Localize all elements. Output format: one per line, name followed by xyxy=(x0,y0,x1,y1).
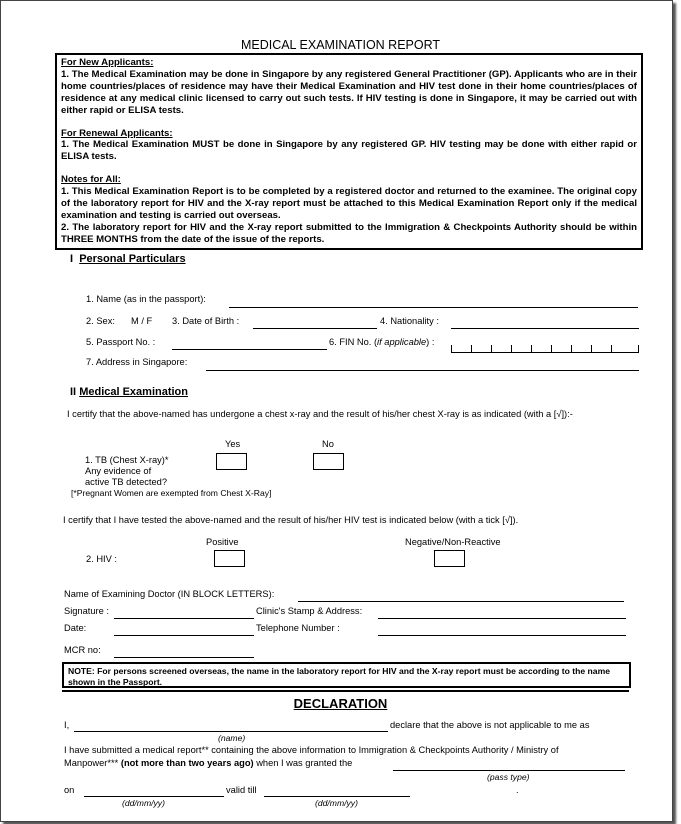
nationality-label: 4. Nationality : xyxy=(380,316,439,326)
no-label: No xyxy=(322,439,334,449)
page-title: MEDICAL EXAMINATION REPORT xyxy=(240,38,441,52)
clinic-stamp-field[interactable] xyxy=(378,618,626,619)
pass-type-hint: (pass type) xyxy=(487,772,530,782)
renewal-applicants-text: 1. The Medical Examination MUST be done in Singapore by any registered GP. HIV testing may be done with either rapid or ELISA tests. xyxy=(61,139,637,163)
fin-prefix: 6. FIN No. ( xyxy=(329,337,378,347)
address-label: 7. Address in Singapore: xyxy=(86,357,188,367)
fin-italic: if applicable xyxy=(377,337,427,347)
fin-field[interactable] xyxy=(451,341,639,353)
new-applicants-text: 1. The Medical Examination may be done in Singapore by any registered General Practitioner (GP). Applicants who are in their home countries/places of residence may have their Medical Examination and HIV test done in their home countries/places of residence at any medical clinic licensed to carry out such tests. If HIV testing is done in Singapore, it may be carried out with either rapid or ELISA tests. xyxy=(61,68,637,116)
dob-label: 3. Date of Birth : xyxy=(172,316,240,326)
date-label: Date: xyxy=(64,623,87,633)
section-label: Medical Examination xyxy=(79,386,188,398)
yes-label: Yes xyxy=(225,439,241,449)
section-label: Personal Particulars xyxy=(79,253,186,265)
declaration-heading: DECLARATION xyxy=(293,696,388,711)
sex-label: 2. Sex: xyxy=(86,316,115,326)
date-field[interactable] xyxy=(114,635,254,636)
tb-no-checkbox[interactable] xyxy=(313,453,344,470)
pregnant-note: [*Pregnant Women are exempted from Chest X-Ray] xyxy=(71,488,272,498)
sex-options[interactable]: M / F xyxy=(131,316,153,326)
fin-suffix: ) : xyxy=(426,337,435,347)
notes-for-all-heading: Notes for All: xyxy=(61,174,121,186)
address-field[interactable] xyxy=(206,370,639,371)
section-medical-examination xyxy=(70,386,188,398)
dob-field[interactable] xyxy=(253,328,377,329)
telephone-label: Telephone Number : xyxy=(256,623,340,633)
negative-label: Negative/Non-Reactive xyxy=(405,537,501,547)
instructions-box xyxy=(55,53,643,250)
date-hint-valid: (dd/mm/yy) xyxy=(315,798,358,808)
valid-till-field[interactable] xyxy=(264,796,410,797)
submitted-text: I have submitted a medical report** containing the above information to Immigration & Checkpoints Authority / Ministry of xyxy=(64,745,559,755)
signature-label: Signature : xyxy=(64,606,109,616)
declare-text: declare that the above is not applicable to me as xyxy=(390,720,590,730)
tb-line-3: active TB detected? xyxy=(85,477,168,487)
mcr-label: MCR no: xyxy=(64,645,101,655)
hiv-label: 2. HIV : xyxy=(86,554,118,564)
tb-line-1: 1. TB (Chest X-ray)* xyxy=(85,455,169,465)
doctor-name-field[interactable] xyxy=(298,601,624,602)
signature-field[interactable] xyxy=(114,618,254,619)
granted-text: when I was granted the xyxy=(253,758,353,768)
two-years-note: (not more than two years ago) xyxy=(120,758,254,768)
section-number: II xyxy=(70,386,77,398)
positive-label: Positive xyxy=(206,537,239,547)
on-date-field[interactable] xyxy=(84,796,224,797)
new-applicants-heading: For New Applicants: xyxy=(61,57,154,68)
notes-for-all-text-2: 2. The laboratory report for HIV and the X-ray report submitted to the Immigration & Checkpoints Authority should be within THREE MONTHS from the date of the issue of the reports. xyxy=(61,221,637,245)
notes-for-all-text-1: 1. This Medical Examination Report is to be completed by a registered doctor and returned to the examinee. The original copy of the laboratory report for HIV and the X-ray report must be attached to this Medical Examination Report only if the medical examination and testing is carried out overseas. xyxy=(61,186,637,221)
on-label: on xyxy=(64,785,75,795)
telephone-field[interactable] xyxy=(378,635,626,636)
name-field[interactable] xyxy=(229,307,638,308)
section-personal-particulars xyxy=(70,253,186,265)
hiv-certify-text: I certify that I have tested the above-named and the result of his/her HIV test is indicated below (with a tick [√]). xyxy=(63,515,519,525)
declarant-name-field[interactable] xyxy=(74,731,388,732)
xray-certify-text: I certify that the above-named has undergone a chest x-ray and the result of his/her chest X-ray is as indicated (with a [√]):- xyxy=(67,409,573,419)
divider xyxy=(62,690,629,692)
valid-till-label: valid till xyxy=(226,785,257,795)
mcr-field[interactable] xyxy=(114,657,254,658)
passport-field[interactable] xyxy=(172,349,327,350)
doctor-name-label: Name of Examining Doctor (IN BLOCK LETTERS): xyxy=(64,589,275,599)
trailing-dot: . xyxy=(516,785,519,795)
date-hint-on: (dd/mm/yy) xyxy=(122,798,165,808)
clinic-stamp-label: Clinic's Stamp & Address: xyxy=(256,606,363,616)
name-hint: (name) xyxy=(218,733,246,743)
name-label: 1. Name (as in the passport): xyxy=(86,294,206,304)
hiv-positive-checkbox[interactable] xyxy=(214,550,245,567)
renewal-applicants-heading: For Renewal Applicants: xyxy=(61,127,173,139)
hiv-negative-checkbox[interactable] xyxy=(434,550,465,567)
nationality-field[interactable] xyxy=(451,328,639,329)
fin-label xyxy=(329,337,434,347)
passport-label: 5. Passport No. : xyxy=(86,337,156,347)
manpower-text xyxy=(64,758,352,768)
declaration-i: I, xyxy=(64,720,70,730)
section-number: I xyxy=(70,253,74,265)
tb-line-2: Any evidence of xyxy=(85,466,152,476)
manpower: Manpower*** xyxy=(64,758,121,768)
tb-yes-checkbox[interactable] xyxy=(216,453,247,470)
passport-name-note: NOTE: For persons screened overseas, the name in the laboratory report for HIV and the X-ray report must be according to the name shown in the Passport. xyxy=(62,662,631,688)
tb-question xyxy=(85,455,169,488)
pass-type-field[interactable] xyxy=(393,770,625,771)
